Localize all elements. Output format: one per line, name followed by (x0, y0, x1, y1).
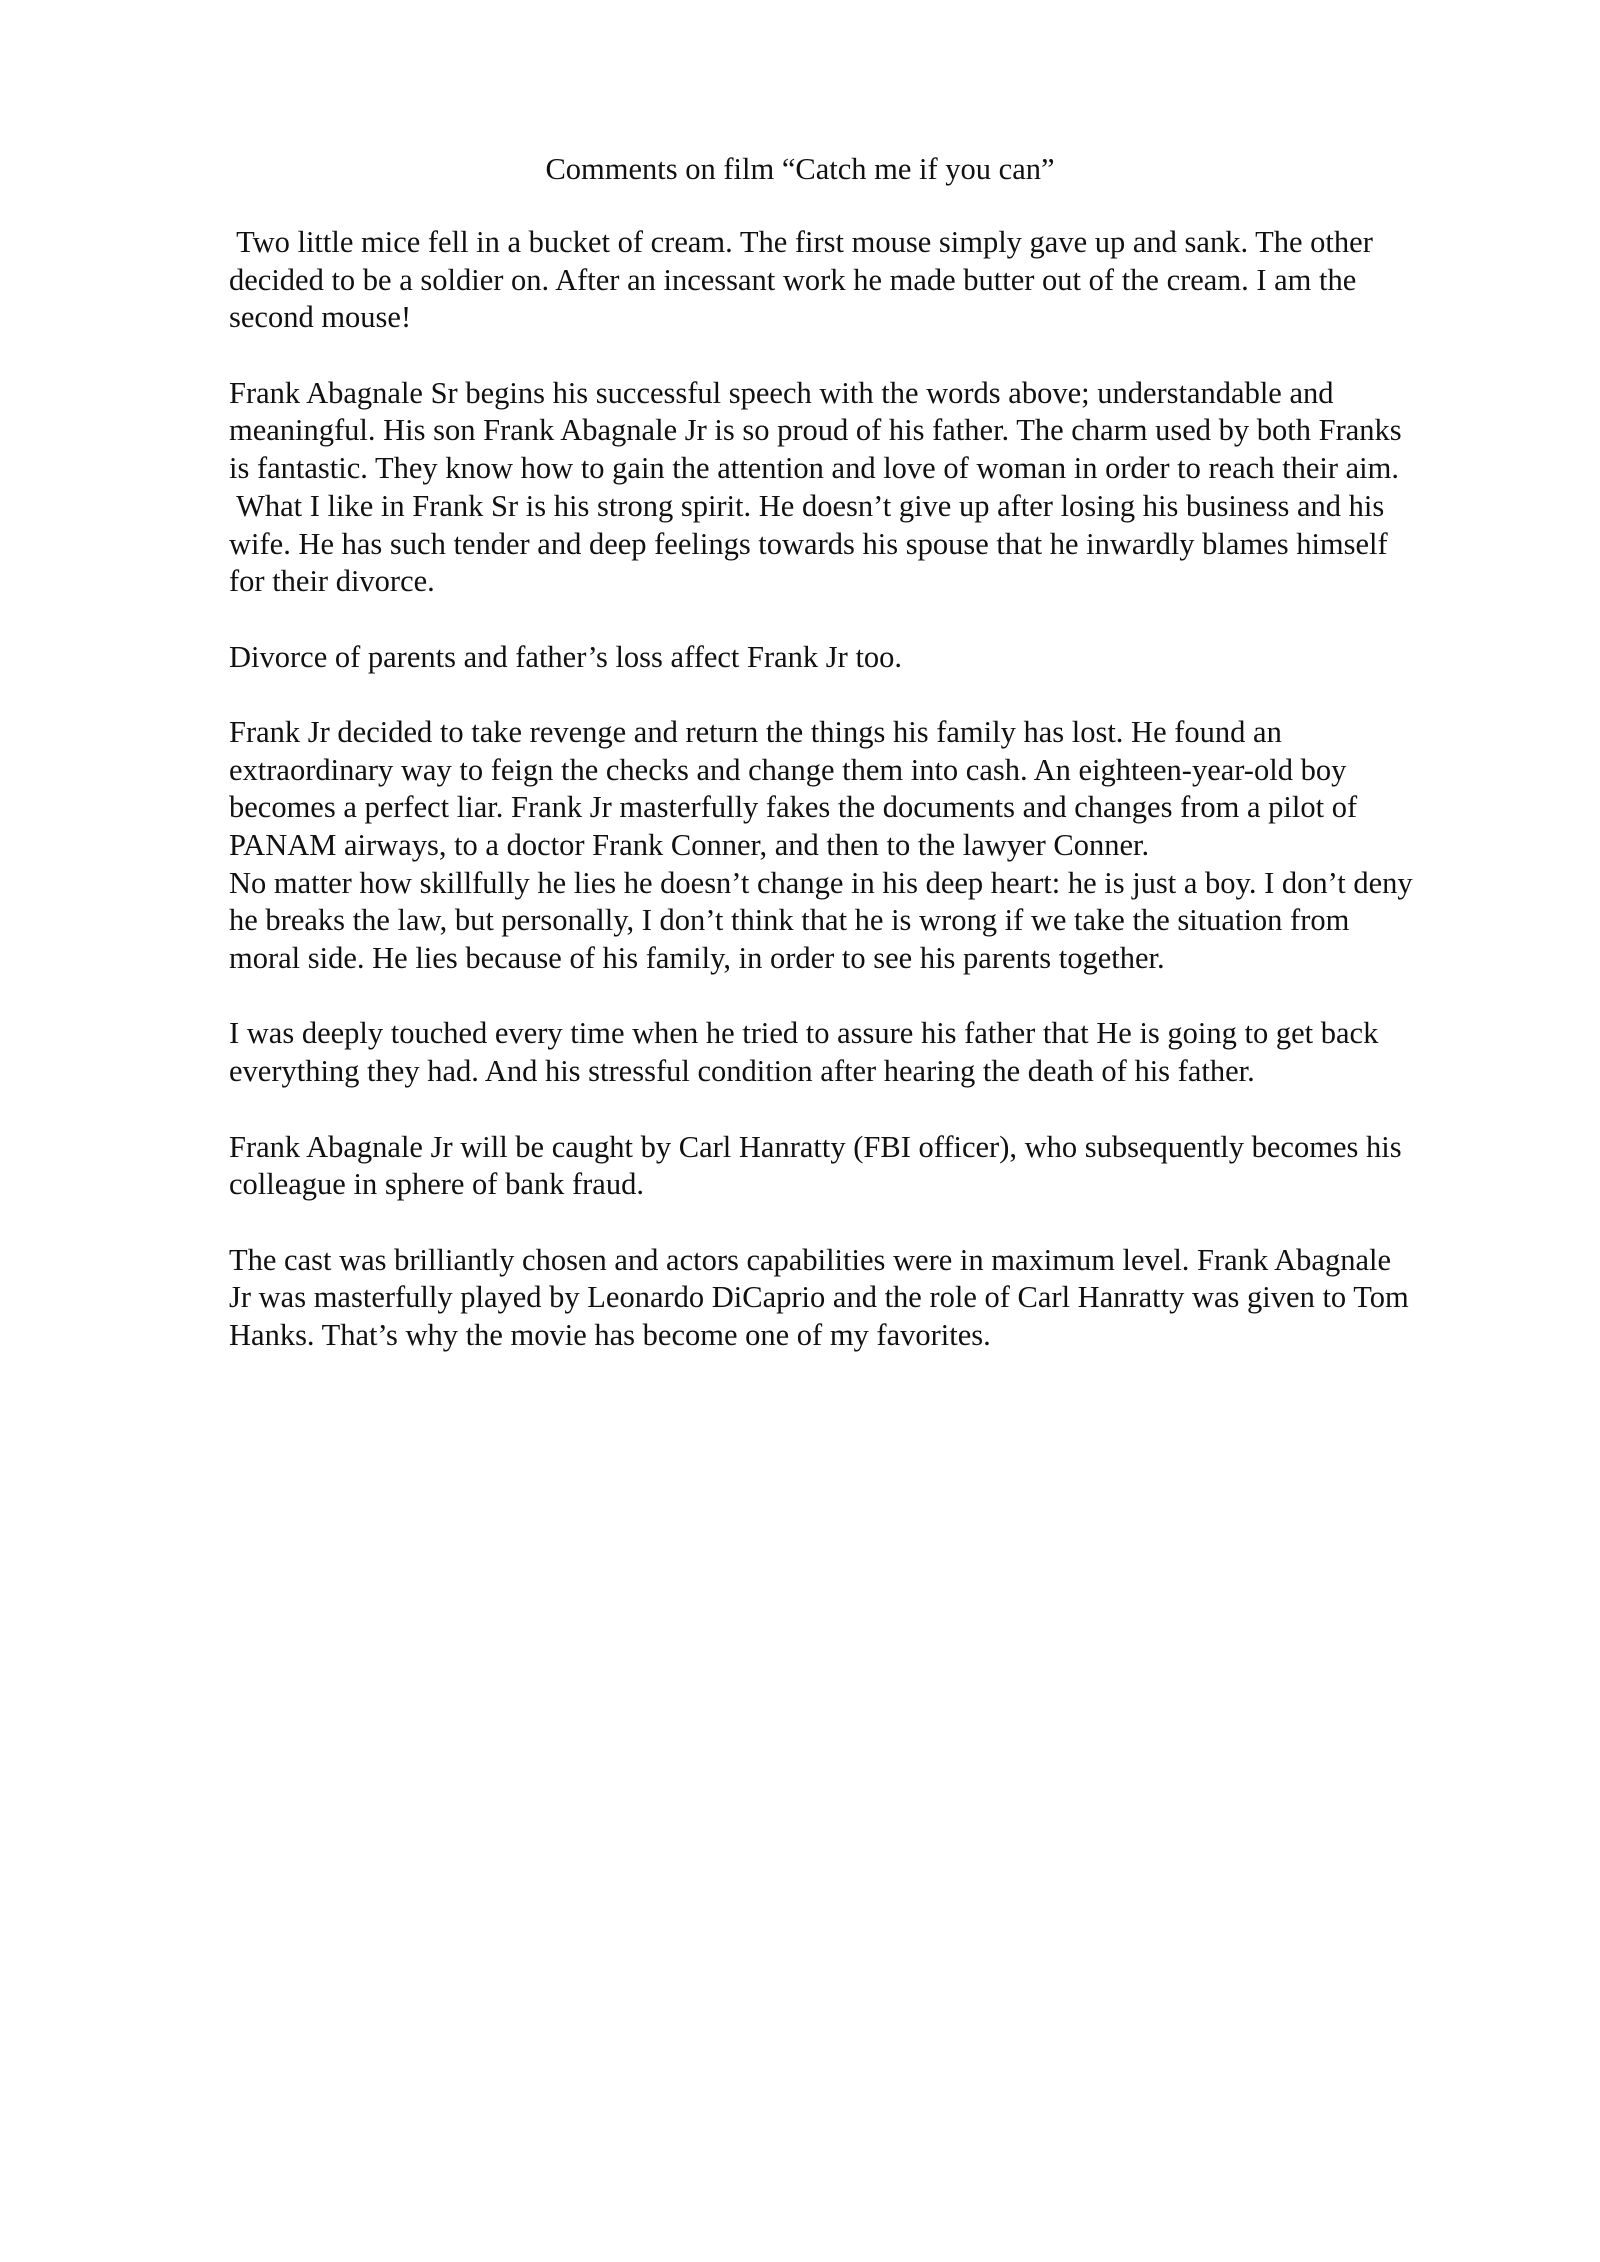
paragraph-gap (229, 601, 1519, 639)
document-body (229, 224, 1519, 1355)
text-line: colleague in sphere of bank fraud. (229, 1167, 644, 1202)
text-line: Frank Abagnale Sr begins his successful speech with the words above; understandable and (229, 375, 1334, 410)
text-line: for their divorce. (229, 564, 435, 599)
text-line: wife. He has such tender and deep feelings towards his spouse that he inwardly blames himself (229, 526, 1388, 561)
paragraph-4 (229, 714, 1519, 978)
text-line: Hanks. That’s why the movie has become one of my favorites. (229, 1317, 991, 1352)
text-line: Frank Jr decided to take revenge and return the things his family has lost. He found an (229, 714, 1282, 749)
paragraph-6 (229, 1129, 1519, 1204)
text-line: What I like in Frank Sr is his strong spirit. He doesn’t give up after losing his business and his (229, 488, 1385, 523)
paragraph-gap (229, 1204, 1519, 1242)
text-line: decided to be a soldier on. After an incessant work he made butter out of the cream. I am the (229, 262, 1357, 297)
paragraph-3 (229, 639, 1519, 677)
document-title: Comments on film “Catch me if you can” (545, 152, 1055, 186)
text-line: PANAM airways, to a doctor Frank Conner, and then to the lawyer Conner. (229, 828, 1150, 862)
text-line: second mouse! (229, 300, 412, 335)
text-line: Jr was masterfully played by Leonardo DiCaprio and the role of Carl Hanratty was given to Tom (229, 1280, 1409, 1315)
text-line: Frank Abagnale Jr will be caught by Carl Hanratty (FBI officer), who subsequently becomes his (229, 1129, 1402, 1164)
text-line: he breaks the law, but personally, I don’t think that he is wrong if we take the situation from (229, 903, 1350, 938)
paragraph-1 (229, 224, 1519, 337)
paragraph-gap (229, 978, 1519, 1016)
paragraph-gap (229, 1091, 1519, 1129)
text-line: No matter how skillfully he lies he doesn’t change in his deep heart: he is just a boy. I don’t deny (229, 865, 1413, 900)
paragraph-2 (229, 375, 1519, 601)
text-line: everything they had. And his stressful condition after hearing the death of his father. (229, 1054, 1255, 1089)
text-line: Divorce of parents and father’s loss affect Frank Jr too. (229, 639, 903, 674)
text-line: meaningful. His son Frank Abagnale Jr is so proud of his father. The charm used by both Franks (229, 413, 1402, 448)
text-line: I was deeply touched every time when he tried to assure his father that He is going to get back (229, 1016, 1379, 1051)
paragraph-gap (229, 337, 1519, 375)
paragraph-7 (229, 1242, 1519, 1355)
text-line: becomes a perfect liar. Frank Jr masterfully fakes the documents and changes from a pilot of (229, 790, 1358, 825)
text-line: The cast was brilliantly chosen and actors capabilities were in maximum level. Frank Abagnale (229, 1242, 1392, 1277)
paragraph-gap (229, 676, 1519, 714)
text-line: extraordinary way to feign the checks and change them into cash. An eighteen-year-old boy (229, 752, 1347, 787)
text-line: moral side. He lies because of his family, in order to see his parents together. (229, 941, 1165, 976)
text-line: Two little mice fell in a bucket of cream. The first mouse simply gave up and sank. The other (229, 225, 1373, 259)
paragraph-5 (229, 1015, 1519, 1090)
text-line: is fantastic. They know how to gain the attention and love of woman in order to reach their aim. (229, 451, 1399, 486)
